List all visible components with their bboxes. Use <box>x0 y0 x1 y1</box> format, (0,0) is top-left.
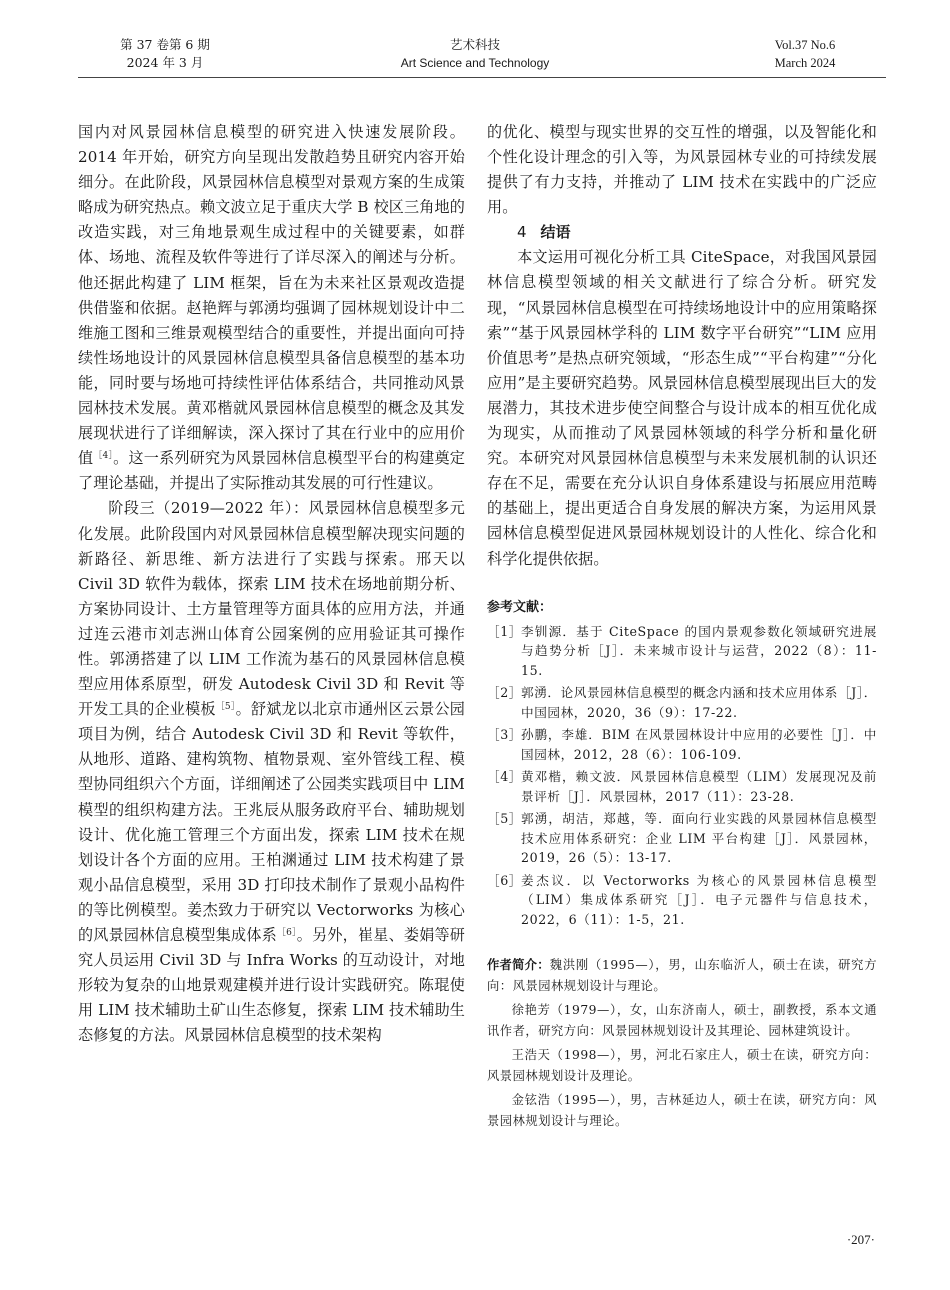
reference-text: 孙鹏，李雄．BIM 在风景园林设计中应用的必要性［J］．中国园林，2012，28（6）：106-109. <box>521 727 877 762</box>
conclusion-paragraph: 本文运用可视化分析工具 CiteSpace，对我国风景园林信息模型领域的相关文献进行了综合分析。研究发现，“风景园林信息模型在可持续场地设计中的应用策略探索”“基于风景园林学科的 LIM 数字平台研究”“LIM 应用价值思考”是热点研究领域，“形态生成”“平台构建”“分化应用”是主要研究趋势。风景园林信息模型展现出巨大的发展潜力，其技术进步使空间整合与设计成本的相互优化成为现实，从而推动了风景园林领域的科学分析和量化研究。本研究对风景园林信息模型与未来发展机制的认识还存在不足，需要在充分认识自身体系建设与拓展应用范畴的基础上，提出更适合自身发展的解决方案，为运用风景园林信息模型促进风景园林规划设计的人性化、综合化和科学化提供依据。 <box>487 248 877 568</box>
bio-label: 作者简介： <box>487 958 550 973</box>
body-paragraph: 的优化、模型与现实世界的交互性的增强，以及智能化和个性化设计理念的引入等，为风景园林专业的可持续发展提供了有力支持，并推动了 LIM 技术在实践中的广泛应用。 <box>487 123 877 217</box>
right-column <box>487 120 877 1131</box>
page-number: ·207· <box>846 1232 875 1247</box>
citation-ref: ［5］ <box>215 702 236 713</box>
reference-item <box>487 622 877 681</box>
section-heading <box>487 220 877 245</box>
reference-number: ［1］ <box>487 623 522 639</box>
section-title: 结语 <box>540 223 571 242</box>
author-bio <box>487 955 877 996</box>
reference-list <box>487 622 877 930</box>
page-header <box>0 0 950 80</box>
paragraph-text: 。舒斌龙以北京市通州区云景公园项目为例，结合 Autodesk Civil 3D 和 Revit 等软件，从地形、道路、建构筑物、植物景观、室外管线工程、模型协同组织六个方面，详细阐述了公园类实践项目中 LIM 模型的组织构建方法。王兆辰从服务政府平台、辅助规划设计、优化施工管理三个方面出发，探索 LIM 技术在规划设计各个方面的应用。王柏渊通过 LIM 技术构建了景观小品信息模型，采用 3D 打印技术制作了景观小品构件的等比例模型。姜杰致力于研究以 Vectorworks 为核心的风景园林信息模型集成体系 <box>78 700 465 944</box>
header-journal-cn: 艺术科技 <box>449 37 500 52</box>
header-volume-en <box>740 36 870 72</box>
author-bio: 金铉浩（1995—），男，吉林延边人，硕士在读，研究方向：风景园林规划设计与理论。 <box>487 1093 877 1128</box>
reference-text: 黄邓楷，赖文波．风景园林信息模型（LIM）发展现况及前景评析［J］．风景园林，2017（11）：23-28. <box>521 769 877 804</box>
header-volume-info <box>90 36 240 72</box>
paragraph-text: 。这一系列研究为风景园林信息模型平台的构建奠定了理论基础，并提出了实际推动其发展的可行性建议。 <box>78 449 465 493</box>
left-column <box>78 120 465 1048</box>
citation-ref: ［6］ <box>276 928 297 938</box>
header-divider <box>78 77 886 78</box>
header-volume: 第 37 卷第 6 期 <box>120 37 210 52</box>
reference-item <box>487 871 877 930</box>
reference-text: 郭湧，胡洁，郑越，等．面向行业实践的风景园林信息模型技术应用体系研究：企业 LIM 平台构建［J］．风景园林，2019，26（5）：13-17. <box>521 811 877 866</box>
reference-number: ［5］ <box>487 811 522 827</box>
reference-item <box>487 683 877 722</box>
header-journal <box>375 36 575 72</box>
paragraph-text: 阶段三（2019—2022 年）：风景园林信息模型多元化发展。此阶段国内对风景园林信息模型解决现实问题的新路径、新思维、新方法进行了实践与探索。邢天以 Civil 3D 软件为载体，探索 LIM 技术在场地前期分析、方案协同设计、土方量管理等方面具体的应用方法，并通过连云港市刘志洲山体育公园案例的应用验证其可操作性。郭湧搭建了以 LIM 工作流为基石的风景园林信息模型应用体系原型，研发 Autodesk Civil 3D 和 Revit 等开发工具的企业模板 <box>78 499 465 719</box>
reference-number: ［3］ <box>487 727 522 743</box>
reference-item <box>487 725 877 764</box>
reference-item <box>487 767 877 806</box>
header-vol-en: Vol.37 No.6 <box>774 38 836 52</box>
author-bio: 王浩天（1998—），男，河北石家庄人，硕士在读，研究方向：风景园林规划设计及理论。 <box>487 1048 877 1083</box>
author-bio: 徐艳芳（1979—），女，山东济南人，硕士，副教授，系本文通讯作者，研究方向：风景园林规划设计及其理论、园林建筑设计。 <box>487 1003 877 1038</box>
reference-text: 李钏源．基于 CiteSpace 的国内景观参数化领域研究进展与趋势分析［J］．未来城市设计与运营，2022（8）：11-15. <box>521 623 877 678</box>
reference-item <box>487 809 877 868</box>
paragraph-text: 国内对风景园林信息模型的研究进入快速发展阶段。2014 年开始，研究方向呈现出发散趋势且研究内容开始细分。在此阶段，风景园林信息模型对景观方案的生成策略成为研究热点。赖文波立足于重庆大学 B 校区三角地的改造实践，对三角地景观生成过程中的关键要素，如群体、场地、流程及软件等进行了详尽深入的阐述与分析。他还据此构建了 LIM 框架，旨在为未来社区景观改造提供借鉴和依据。赵艳辉与郭湧均强调了园林规划设计中二维施工图和三维景观模型结合的重要性，并提出面向可持续性场地设计的风景园林信息模型具备信息模型的基本功能，同时要与场地可持续性评估体系结合，共同推动风景园林技术发展。黄邓楷就风景园林信息模型的概念及其发展现状进行了详细解读，深入探讨了其在行业中的应用价值 <box>78 123 465 468</box>
body-paragraph <box>78 496 465 1048</box>
body-paragraph <box>78 120 465 496</box>
bio-text: 魏洪刚（1995—），男，山东临沂人，硕士在读，研究方向：风景园林规划设计与理论。 <box>487 958 877 993</box>
references-title: 参考文献： <box>487 599 553 615</box>
section-number: 4 <box>517 223 527 242</box>
reference-number: ［2］ <box>487 685 522 701</box>
header-date-cn: 2024 年 3 月 <box>126 55 204 70</box>
paragraph-text: 。另外，崔星、娄娟等研究人员运用 Civil 3D 与 Infra Works 的互动设计，对地形较为复杂的山地景观建模并进行设计实践研究。陈琨使用 LIM 技术辅助土矿山生态修复，探索 LIM 技术辅助生态修复的方法。风景园林信息模型的技术架构 <box>78 926 465 1045</box>
reference-text: 郭湧．论风景园林信息模型的概念内涵和技术应用体系［J］．中国园林，2020，36（9）：17-22. <box>521 685 877 720</box>
header-date-en: March 2024 <box>774 56 836 70</box>
reference-number: ［6］ <box>487 872 522 888</box>
reference-text: 姜杰议．以 Vectorworks 为核心的风景园林信息模型（LIM）集成体系研究［J］．电子元器件与信息技术，2022，6（11）：1-5，21. <box>521 872 877 927</box>
citation-ref: ［4］ <box>93 451 114 462</box>
reference-number: ［4］ <box>487 769 522 785</box>
header-journal-en: Art Science and Technology <box>400 56 550 70</box>
